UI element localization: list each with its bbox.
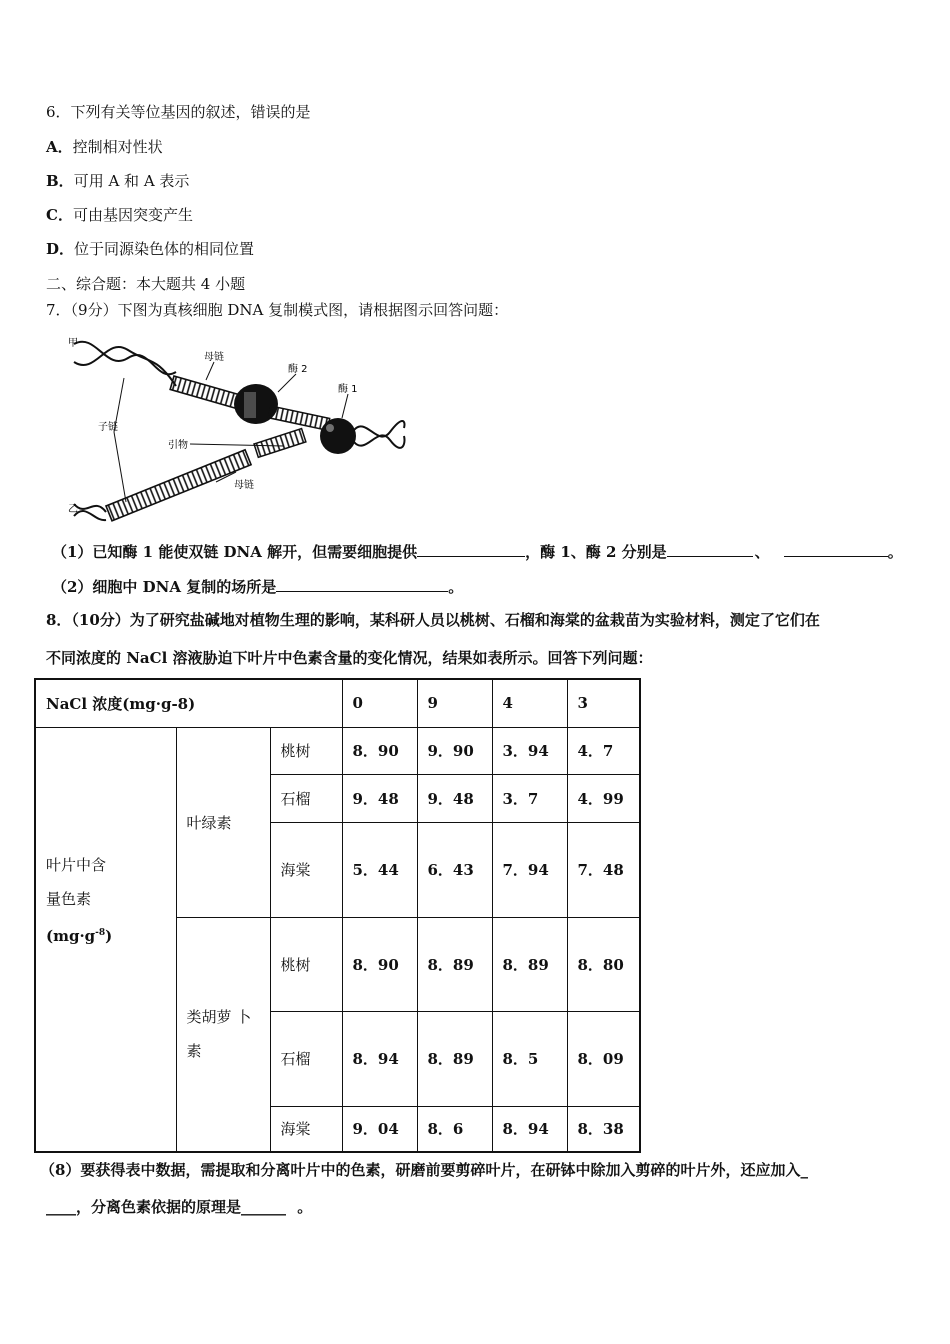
table-cell: 4．99 [567,774,640,822]
pigment-chlorophyll: 叶绿素 [176,727,270,917]
option-text: 可用 A 和 A 表示 [73,172,190,190]
row-label-line2: 量色素 [46,889,92,908]
q8-sub8-line2 [46,1197,312,1217]
option-text: 可由基因突变产生 [72,206,193,224]
q6-option-a [46,137,163,157]
label-parent-strand-top: 母链 [204,352,224,363]
q6-option-d [46,239,254,259]
lower-ladder [106,450,251,521]
middle-ladder [269,406,330,430]
row-label-line1: 叶片中含 [46,855,107,874]
table-cell: 9．04 [342,1106,417,1152]
pigment-table [34,678,641,1153]
q8-stem-line2: 不同浓度的 NaCl 溶液胁迫下叶片中色素含量的变化情况，结果如表所示。回答下列问题： [46,649,653,667]
header-concentration: 3 [567,679,640,727]
upper-helix [74,342,176,386]
plant-name: 石榴 [270,774,342,822]
sub1-text-c: 、 [754,543,770,561]
table-cell: 3．94 [492,727,567,774]
lower-helix [74,504,106,520]
table-cell: 7．94 [492,822,567,917]
table-cell: 4．7 [567,727,640,774]
answer-blank-3[interactable] [784,542,888,557]
sub1-text-b: ，酶 1、酶 2 分别是 [525,543,667,561]
header-concentration: 9 [417,679,492,727]
label-daughter-strand: 子链 [98,422,118,433]
header-concentration: 4 [492,679,567,727]
header-concentration: 0 [342,679,417,727]
plant-name: 海棠 [270,1106,342,1152]
table-cell: 8．90 [342,727,417,774]
table-cell: 8．89 [417,917,492,1011]
table-cell: 8．94 [342,1011,417,1106]
table-cell: 8．38 [567,1106,640,1152]
row-label-pigment-content [35,727,176,1152]
answer-blank-4[interactable] [276,577,448,592]
table-cell: 8．80 [567,917,640,1011]
q7-sub1 [52,542,903,562]
table-cell: 9．90 [417,727,492,774]
plant-name: 桃树 [270,727,342,774]
q6-stem: 6．下列有关等位基因的叙述，错误的是 [46,103,311,121]
pigment-name-line2: 素 [186,1042,202,1061]
sub2-text-a: （2）细胞中 DNA 复制的场所是 [52,578,277,596]
right-helix [354,421,404,448]
sub1-text-a: （1）已知酶 1 能使双链 DNA 解开，但需要细胞提供 [52,543,418,561]
label-enzyme-1: 酶 1 [338,384,358,395]
table-cell: 8．90 [342,917,417,1011]
q7-stem: 7．（9分）下图为真核细胞 DNA 复制模式图，请根据图示回答问题： [46,301,509,319]
label-parent-strand-bottom: 母链 [234,480,254,491]
q7-sub2 [52,577,463,597]
table-cell: 8．94 [492,1106,567,1152]
leader-lines [114,362,348,502]
sub1-text-d: 。 [887,543,903,561]
table-cell: 6．43 [417,822,492,917]
q8-stem-line1: 8．（10分）为了研究盐碱地对植物生理的影响，某科研人员以桃树、石榴和海棠的盆栽苗为实验材料，测定了它们在 [46,611,820,629]
table-cell: 9．48 [342,774,417,822]
table-cell: 5．44 [342,822,417,917]
option-letter: A． [46,138,73,156]
sub2-text-b: 。 [448,578,464,596]
pigment-name-line1: 类胡萝 卜 [186,1008,252,1027]
sub8-text-b: 。 [297,1198,313,1216]
label-enzyme-2: 酶 2 [288,364,308,375]
answer-blank-1[interactable] [417,542,525,557]
table-cell: 3．7 [492,774,567,822]
table-cell: 8．5 [492,1011,567,1106]
row-label-unit: $(mg\cdot g^{-8})$ [46,926,113,945]
dna-replication-figure [66,332,411,527]
pigment-carotenoid [176,917,270,1152]
q8-sub8-line1: （8）要获得表中数据，需提取和分离叶片中的色素，研磨前要剪碎叶片，在研钵中除加入剪碎的叶片外，还应加入_ [40,1161,808,1179]
q6-option-b [46,171,189,191]
section-heading: 二、综合题：本大题共 4 小题 [46,275,246,293]
table-cell: 8．89 [492,917,567,1011]
option-letter: C． [46,206,73,224]
plant-name: 石榴 [270,1011,342,1106]
label-jia: 甲 [68,338,78,349]
option-text: 控制相对性状 [72,138,163,156]
table-cell: 7．48 [567,822,640,917]
option-letter: B． [46,172,74,190]
plant-name: 海棠 [270,822,342,917]
answer-blank-2[interactable] [667,542,753,557]
sub8-text-a: ____，分离色素依据的原理是______ [46,1198,287,1216]
table-cell: 8．09 [567,1011,640,1106]
label-yi: 乙 [68,504,78,515]
header-nacl: NaCl 浓度(mg·g-8) [35,679,342,727]
label-primer: 引物 [168,440,188,451]
table-cell: 8．89 [417,1011,492,1106]
q6-option-c [46,205,193,225]
enzyme-1-blob [320,418,356,454]
table-cell: 8．6 [417,1106,492,1152]
option-letter: D． [46,240,75,258]
option-text: 位于同源染色体的相同位置 [74,240,255,258]
plant-name: 桃树 [270,917,342,1011]
lower-ladder-right [254,429,306,458]
table-cell: 9．48 [417,774,492,822]
